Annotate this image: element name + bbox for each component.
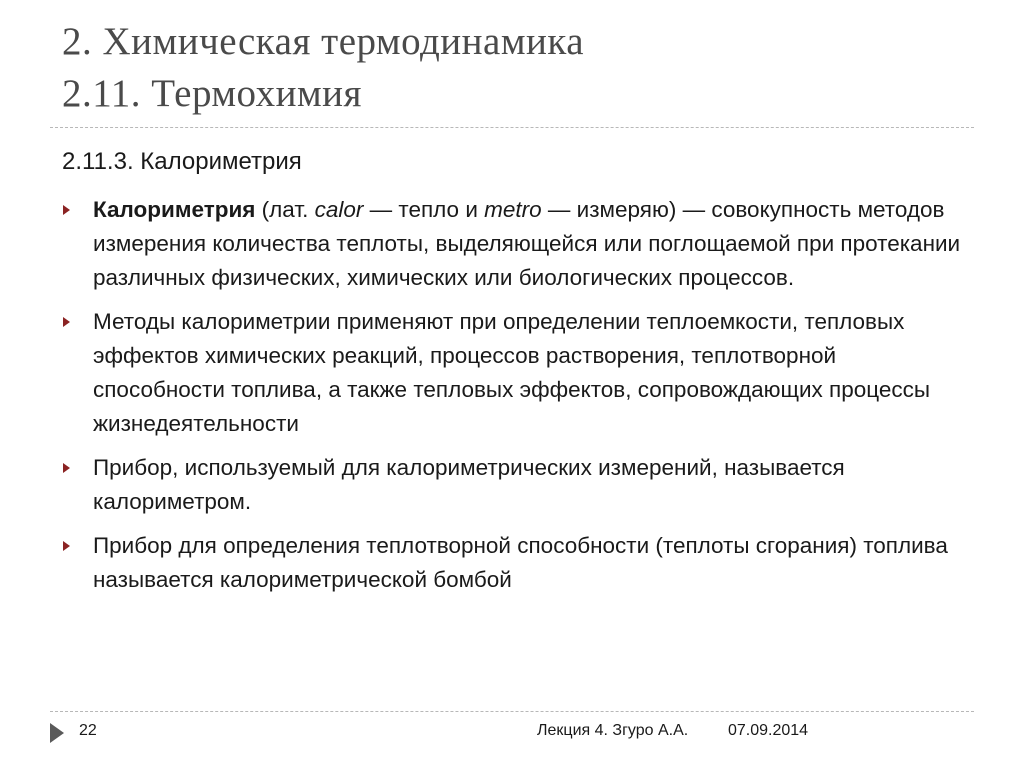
section-heading: 2.11.3. Калориметрия: [62, 148, 302, 175]
bullet-term: Калориметрия: [93, 197, 256, 222]
bullet-text: Прибор, используемый для калориметрических измерений, называется калориметром.: [93, 455, 845, 514]
bullet-latin-word: metro: [484, 197, 542, 222]
footer-date: 07.09.2014: [728, 722, 809, 739]
bullet-item-methods: [62, 305, 967, 441]
play-arrow-icon[interactable]: [50, 723, 64, 743]
page-number: 22: [79, 722, 97, 739]
bullet-text: Методы калориметрии применяют при определении теплоемкости, тепловых эффектов химических реакций, процессов растворения, теплотворной способности топлива, а также тепловых эффектов, сопровождающих процессы жизнедеятельности: [93, 309, 931, 436]
slide-title: [62, 16, 962, 120]
bullet-list: [62, 193, 967, 607]
slide-title-line-1: 2. Химическая термодинамика: [62, 20, 585, 63]
title-divider: [50, 127, 974, 128]
bullet-text-part: — тепло и: [363, 197, 485, 222]
bullet-latin-word: calor: [314, 197, 364, 222]
bullet-item-bomb: [62, 529, 967, 597]
triangle-right-icon: [63, 463, 70, 473]
bullet-text: Прибор для определения теплотворной способности (теплоты сгорания) топлива называется калориметрической бомбой: [93, 533, 948, 592]
triangle-right-icon: [63, 317, 70, 327]
bullet-item-definition: [62, 193, 967, 295]
bullet-text-part: — измеряю) — совокупность методов измерения количества теплоты, выделяющейся или поглощаемой при протекании различных физических, химических или биологических процессов.: [93, 197, 961, 290]
footer-lecture: Лекция 4. Згуро А.А.: [537, 722, 689, 739]
bullet-text-part: (лат.: [255, 197, 315, 222]
slide-title-line-2: 2.11. Термохимия: [62, 72, 362, 115]
triangle-right-icon: [63, 205, 70, 215]
triangle-right-icon: [63, 541, 70, 551]
bullet-item-calorimeter: [62, 451, 967, 519]
footer-divider: [50, 711, 974, 712]
